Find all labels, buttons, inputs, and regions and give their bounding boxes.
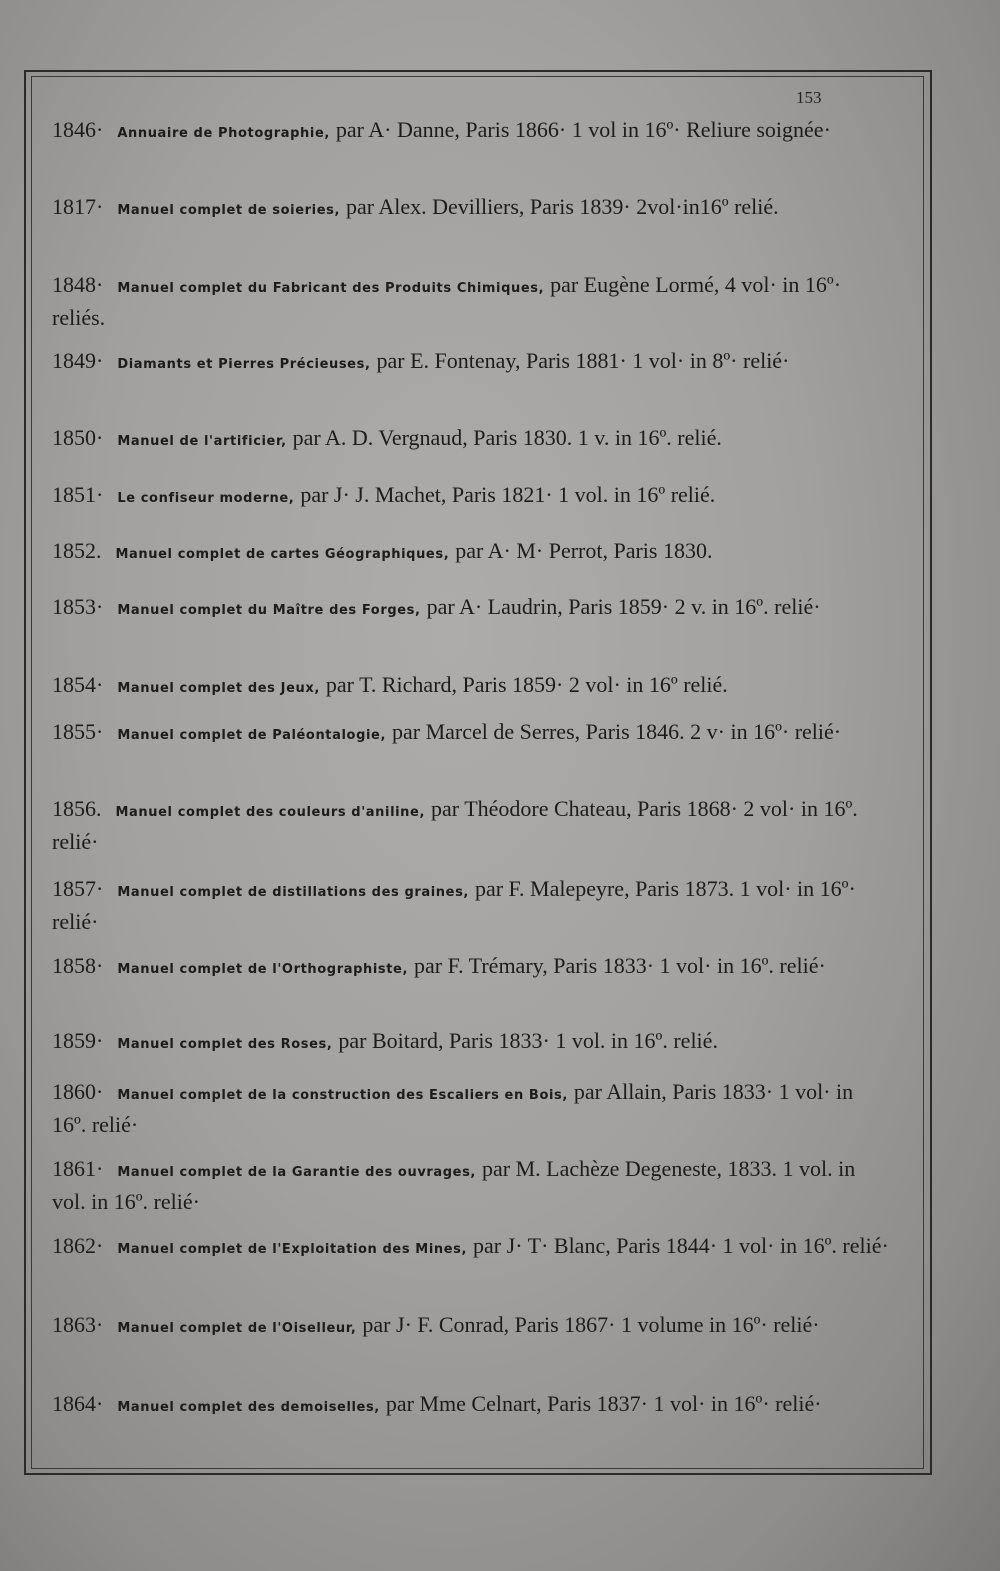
entry-number: 1846·: [52, 117, 104, 142]
entry-title: Manuel complet de Paléontalogie,: [117, 728, 386, 743]
catalog-entry: [52, 592, 892, 625]
entry-details: par E. Fontenay, Paris 1881· 1 vol· in 8º· relié·: [376, 348, 790, 373]
entry-details: par A· Laudrin, Paris 1859· 2 v. in 16º. relié·: [426, 594, 821, 619]
entry-title: Manuel de l'artificier,: [117, 434, 287, 449]
entry-details: par M. Lachèze Degeneste, 1833. 1 vol. in vol. in 16º. relié·: [52, 1156, 856, 1214]
entry-title: Manuel complet de l'Exploitation des Mines,: [117, 1242, 468, 1257]
entry-details: par Alex. Devilliers, Paris 1839· 2vol·in16º relié.: [346, 194, 779, 219]
entry-details: par J· J. Machet, Paris 1821· 1 vol. in 16º relié.: [300, 482, 716, 507]
entry-details: par A· Danne, Paris 1866· 1 vol in 16º· Reliure soignée·: [335, 117, 831, 142]
entry-number: 1848·: [52, 272, 104, 297]
catalog-entry: [52, 480, 892, 513]
entry-title: Manuel complet de cartes Géographiques,: [115, 547, 450, 562]
entry-details: par Allain, Paris 1833· 1 vol· in 16º. relié·: [52, 1079, 854, 1137]
entry-title: Manuel complet de l'Oiselleur,: [117, 1321, 357, 1336]
entry-number: 1855·: [52, 719, 104, 744]
entry-number: 1851·: [52, 482, 104, 507]
catalog-entry: [52, 270, 892, 332]
entry-number: 1864·: [52, 1391, 104, 1416]
catalog-entry: [52, 1389, 892, 1422]
entry-title: Manuel complet des couleurs d'aniline,: [115, 805, 425, 820]
entry-details: par T. Richard, Paris 1859· 2 vol· in 16º relié.: [325, 672, 728, 697]
entry-number: 1853·: [52, 594, 104, 619]
catalog-entry: [52, 1231, 892, 1264]
entry-number: 1860·: [52, 1079, 104, 1104]
entry-details: par Marcel de Serres, Paris 1846. 2 v· in 16º· relié·: [392, 719, 842, 744]
catalog-entry: [52, 951, 892, 984]
catalog-entry: [52, 794, 892, 856]
entry-title: Manuel complet de distillations des graines,: [117, 885, 469, 900]
entry-title: Manuel complet de la Garantie des ouvrages,: [117, 1165, 476, 1180]
entry-title: Manuel complet de soieries,: [117, 203, 340, 218]
catalog-entry: [52, 346, 892, 379]
entry-number: 1849·: [52, 348, 104, 373]
entry-details: par J· T· Blanc, Paris 1844· 1 vol· in 16º. relié·: [473, 1233, 889, 1258]
entry-number: 1854·: [52, 672, 104, 697]
entry-number: 1862·: [52, 1233, 104, 1258]
entry-details: par J· F. Conrad, Paris 1867· 1 volume in 16º· relié·: [362, 1312, 820, 1337]
entry-title: Manuel complet de l'Orthographiste,: [117, 962, 409, 977]
entry-details: par Boitard, Paris 1833· 1 vol. in 16º. relié.: [338, 1028, 718, 1053]
entry-number: 1861·: [52, 1156, 104, 1181]
catalog-entry: [52, 874, 892, 936]
entry-details: par F. Trémary, Paris 1833· 1 vol· in 16º. relié·: [414, 953, 826, 978]
entry-title: Manuel complet des demoiselles,: [117, 1400, 380, 1415]
catalog-entry: [52, 1310, 892, 1343]
entry-details: par Eugène Lormé, 4 vol· in 16º· reliés.: [52, 272, 842, 330]
catalog-entry: [52, 536, 892, 569]
entry-details: par Théodore Chateau, Paris 1868· 2 vol· in 16º. relié·: [52, 796, 858, 854]
catalog-entry: [52, 192, 892, 225]
entry-details: par Mme Celnart, Paris 1837· 1 vol· in 16º· relié·: [385, 1391, 822, 1416]
catalog-entry: [52, 1077, 892, 1139]
entry-title: Diamants et Pierres Précieuses,: [117, 357, 371, 372]
entry-title: Manuel complet de la construction des Escaliers en Bois,: [117, 1088, 568, 1103]
catalog-entry: [52, 1154, 892, 1216]
entry-number: 1817·: [52, 194, 104, 219]
entry-title: Manuel complet des Roses,: [117, 1037, 333, 1052]
entry-title: Manuel complet du Maître des Forges,: [117, 603, 421, 618]
entry-number: 1852.: [52, 538, 102, 563]
catalog-entry: [52, 423, 892, 456]
page-number: 153: [796, 88, 822, 107]
catalog-entry: [52, 717, 892, 750]
entry-title: Annuaire de Photographie,: [117, 126, 330, 141]
catalog-entry: [52, 115, 892, 148]
entry-number: 1850·: [52, 425, 104, 450]
entry-number: 1863·: [52, 1312, 104, 1337]
entry-number: 1859·: [52, 1028, 104, 1053]
entry-details: par A· M· Perrot, Paris 1830.: [455, 538, 713, 563]
entry-details: par F. Malepeyre, Paris 1873. 1 vol· in 16º· relié·: [52, 876, 856, 934]
catalog-entry: [52, 1026, 892, 1059]
entry-title: Manuel complet des Jeux,: [117, 681, 320, 696]
entry-title: Manuel complet du Fabricant des Produits Chimiques,: [117, 281, 545, 296]
entry-number: 1856.: [52, 796, 102, 821]
entry-details: par A. D. Vergnaud, Paris 1830. 1 v. in 16º. relié.: [292, 425, 722, 450]
entry-number: 1858·: [52, 953, 104, 978]
catalog-entry: [52, 670, 892, 703]
entry-number: 1857·: [52, 876, 104, 901]
entry-title: Le confiseur moderne,: [117, 491, 295, 506]
